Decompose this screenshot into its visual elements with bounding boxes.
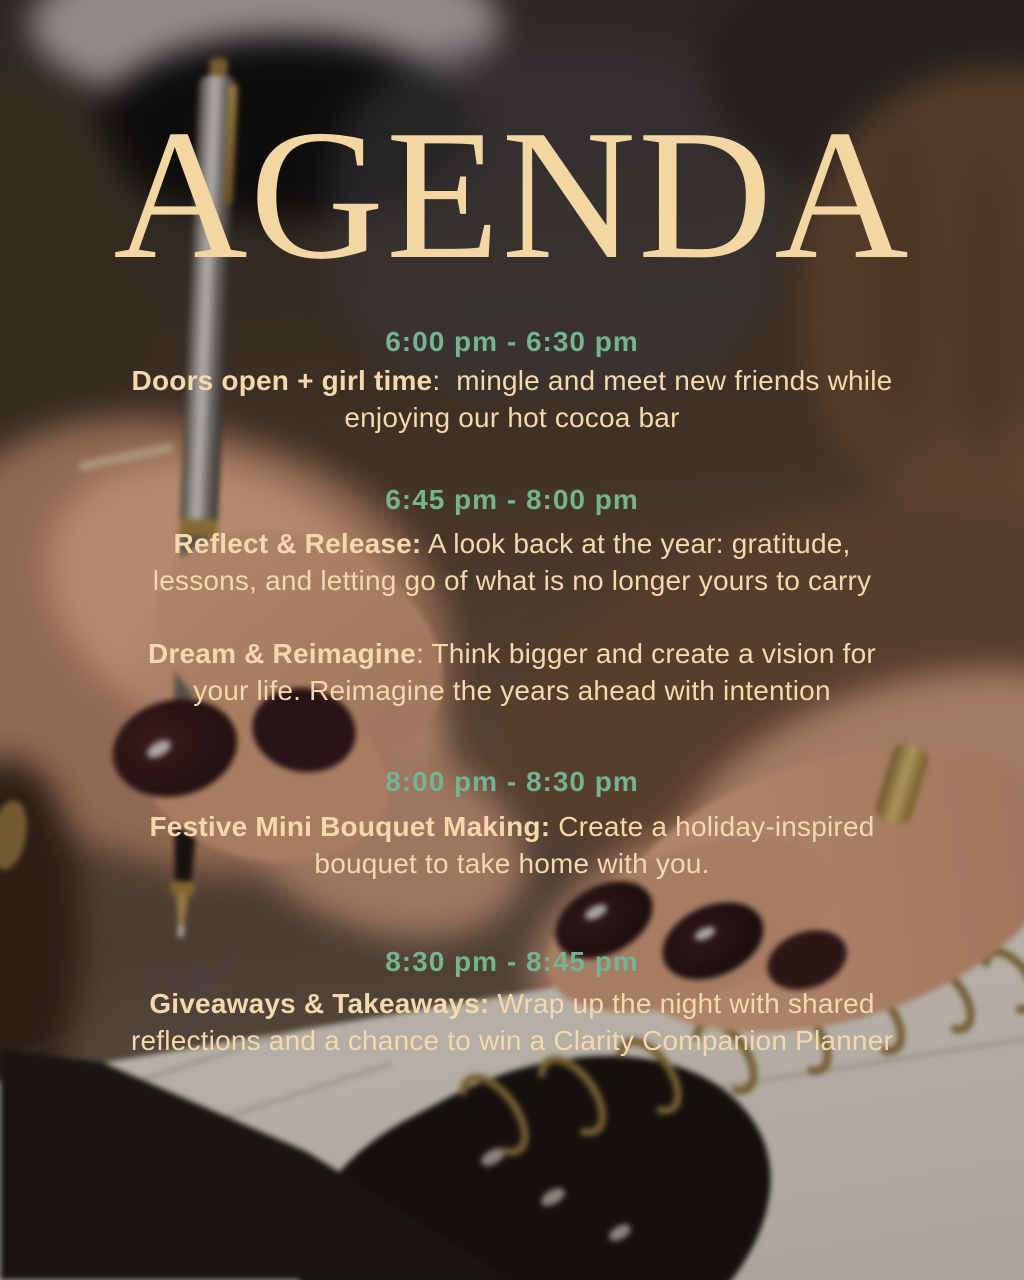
- session-2-time: 6:45 pm - 8:00 pm: [385, 484, 639, 515]
- session-4-time: 8:30 pm - 8:45 pm: [385, 946, 639, 977]
- agenda-item-text: A look back at the year: gratitude,: [421, 528, 851, 559]
- page-title: AGENDA: [113, 92, 911, 298]
- agenda-item-giveaways: [52, 985, 972, 1059]
- session-1-time: 6:00 pm - 6:30 pm: [385, 326, 639, 357]
- agenda-item-label: Giveaways & Takeaways:: [149, 988, 490, 1019]
- agenda-item-label: Dream & Reimagine: [148, 638, 416, 669]
- agenda-item-text: : mingle and meet new friends while: [432, 365, 893, 396]
- agenda-item-text: Wrap up the night with shared: [489, 988, 875, 1019]
- agenda-item-text: your life. Reimagine the years ahead with intention: [193, 675, 831, 706]
- agenda-item-dream-reimagine: [52, 635, 972, 709]
- agenda-item-text: : Think bigger and create a vision for: [415, 638, 876, 669]
- agenda-item-label: Reflect & Release:: [173, 528, 422, 559]
- agenda-item-line: [52, 808, 972, 845]
- agenda-item-bouquet-making: [52, 808, 972, 882]
- agenda-item-line: [52, 525, 972, 562]
- session-3-time: 8:00 pm - 8:30 pm: [385, 766, 639, 797]
- agenda-item-doors-open: [52, 362, 972, 436]
- agenda-item-text: enjoying our hot cocoa bar: [344, 402, 680, 433]
- agenda-item-text: reflections and a chance to win a Clarity Companion Planner: [131, 1025, 893, 1056]
- agenda-item-text: Create a holiday-inspired: [550, 811, 875, 842]
- agenda-item-line: [52, 362, 972, 399]
- agenda-item-line: [52, 635, 972, 672]
- agenda-item-label: Doors open + girl time: [131, 365, 433, 396]
- agenda-item-label: Festive Mini Bouquet Making:: [149, 811, 551, 842]
- agenda-item-line: [52, 985, 972, 1022]
- agenda-item-text: bouquet to take home with you.: [314, 848, 710, 879]
- agenda-item-reflect-release: [52, 525, 972, 599]
- agenda-item-text: lessons, and letting go of what is no longer yours to carry: [152, 565, 872, 596]
